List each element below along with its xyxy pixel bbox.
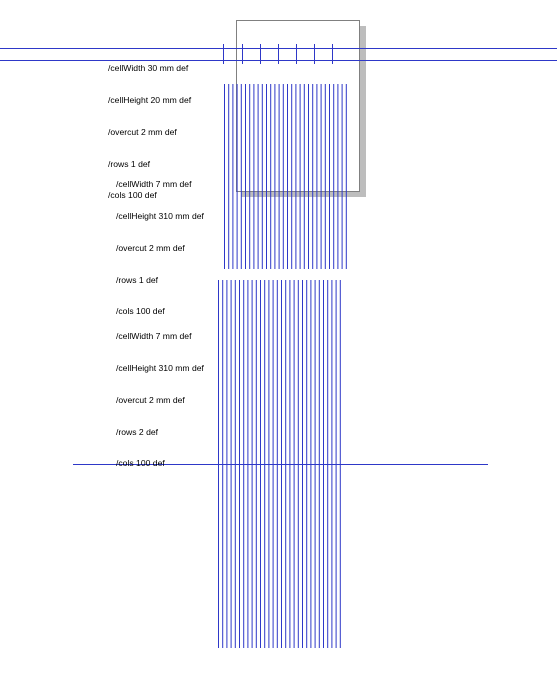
code-line: /overcut 2 mm def	[116, 242, 185, 253]
code-line: /rows 2 def	[116, 426, 159, 437]
code-line: /cols 100 def	[116, 306, 165, 317]
code-line: /cellWidth 7 mm def	[116, 331, 192, 342]
code-line: /overcut 2 mm def	[108, 126, 177, 137]
code-line: /cellHeight 310 mm def	[116, 362, 204, 373]
code-line: /overcut 2 mm def	[116, 394, 185, 405]
page-frame	[237, 21, 360, 192]
code-line: /cellWidth 30 mm def	[108, 63, 189, 74]
code-line: /rows 1 def	[108, 158, 151, 169]
code-line: /cellHeight 310 mm def	[116, 210, 204, 221]
code-line: /cols 100 def	[108, 190, 157, 201]
code-block-3	[116, 310, 204, 490]
code-line: /cols 100 def	[116, 458, 165, 469]
code-line: /cellHeight 20 mm def	[108, 94, 192, 105]
code-line: /cellWidth 7 mm def	[116, 179, 192, 190]
code-line: /rows 1 def	[116, 274, 159, 285]
